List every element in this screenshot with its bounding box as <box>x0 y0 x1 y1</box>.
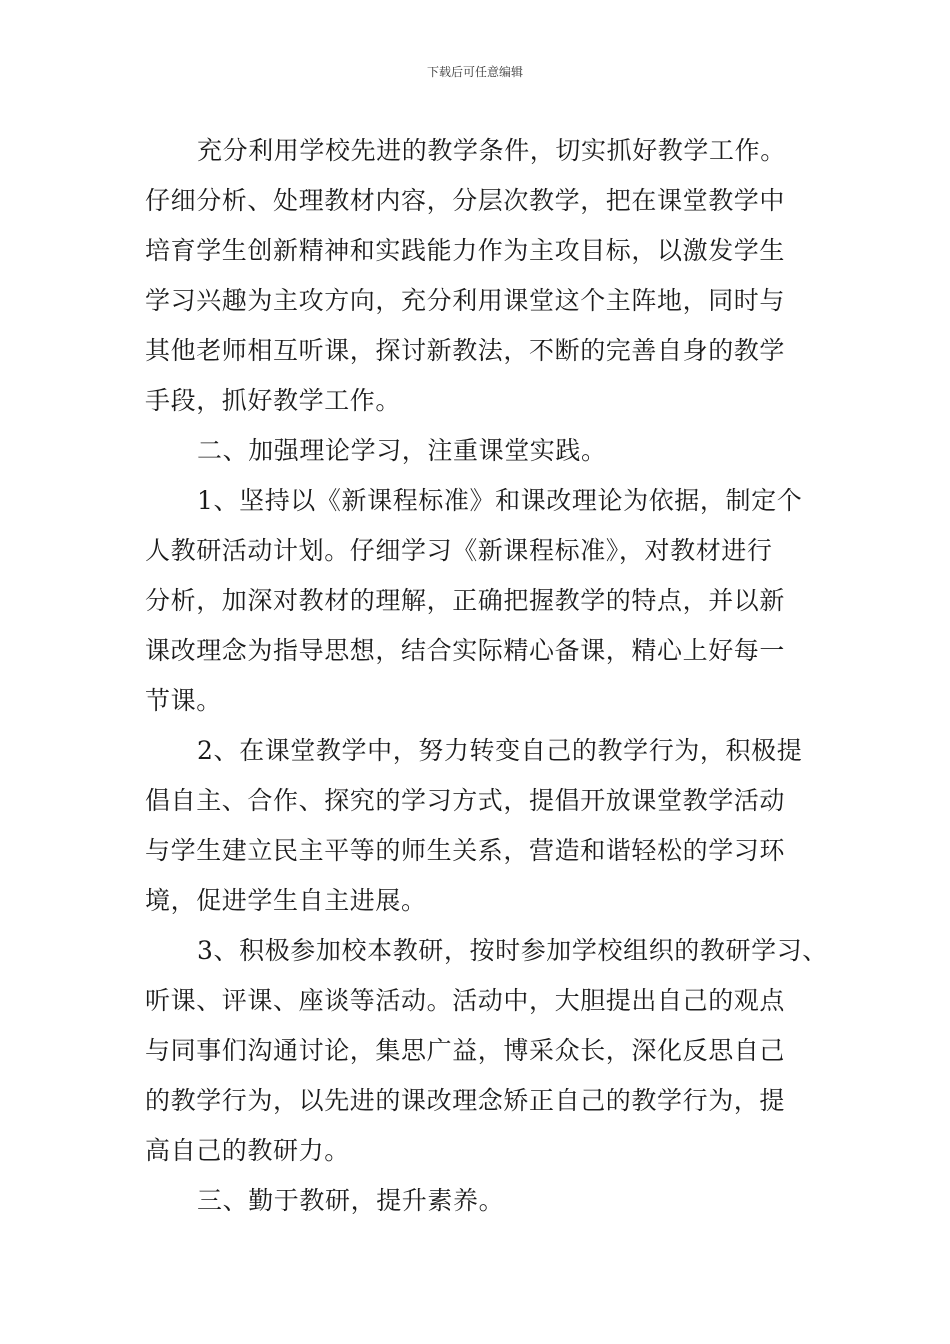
document-body <box>145 126 845 1226</box>
paragraph-line: 与同事们沟通讨论，集思广益，博采众长，深化反思自己 <box>145 1036 786 1065</box>
paragraph-line: 人教研活动计划。仔细学习《新课程标准》，对教材进行 <box>145 536 773 565</box>
paragraph-line: 节课。 <box>145 686 222 715</box>
paragraph-line: 的教学行为，以先进的课改理念矫正自己的教学行为，提 <box>145 1086 786 1115</box>
page-header: 下载后可任意编辑 <box>426 65 523 79</box>
paragraph-line: 学习兴趣为主攻方向，充分利用课堂这个主阵地，同时与 <box>145 286 786 315</box>
paragraph-line: 仔细分析、处理教材内容，分层次教学，把在课堂教学中 <box>145 186 786 215</box>
paragraph-line: 听课、评课、座谈等活动。活动中，大胆提出自己的观点 <box>145 986 786 1015</box>
paragraph-line: 分析，加深对教材的理解，正确把握教学的特点，并以新 <box>145 586 786 615</box>
paragraph-line: 其他老师相互听课，探讨新教法，不断的完善自身的教学 <box>145 336 786 365</box>
paragraph-line: 境，促进学生自主进展。 <box>145 886 427 915</box>
section-heading: 三、勤于教研，提升素养。 <box>197 1186 505 1215</box>
paragraph-line: 与学生建立民主平等的师生关系，营造和谐轻松的学习环 <box>145 836 786 865</box>
paragraph-line: 课改理念为指导思想，结合实际精心备课，精心上好每一 <box>145 636 786 665</box>
paragraph-line: 培育学生创新精神和实践能力作为主攻目标，以激发学生 <box>145 236 786 265</box>
paragraph-line: 高自己的教研力。 <box>145 1136 350 1165</box>
paragraph-line: 手段，抓好教学工作。 <box>145 386 402 415</box>
paragraph-line: 3、积极参加校本教研，按时参加学校组织的教研学习、 <box>197 936 828 965</box>
paragraph-line: 倡自主、合作、探究的学习方式，提倡开放课堂教学活动 <box>145 786 786 815</box>
section-heading: 二、加强理论学习，注重课堂实践。 <box>197 436 607 465</box>
paragraph-line: 2、在课堂教学中，努力转变自己的教学行为，积极提 <box>197 736 803 765</box>
paragraph-line: 1、坚持以《新课程标准》和课改理论为依据，制定个 <box>197 486 803 515</box>
paragraph-line: 充分利用学校先进的教学条件，切实抓好教学工作。 <box>197 136 786 165</box>
